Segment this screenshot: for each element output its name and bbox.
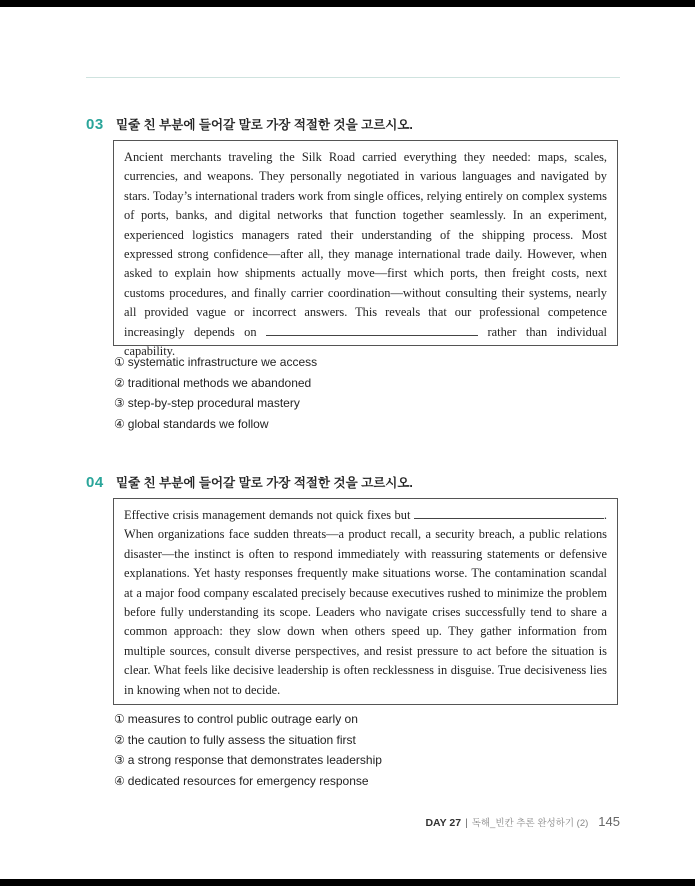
passage-text: rather than individual capability.: [124, 324, 607, 359]
question-03-header: [86, 115, 413, 133]
question-instruction: 밑줄 친 부분에 들어갈 말로 가장 적절한 것을 고르시오.: [116, 476, 413, 490]
question-03-passage: [113, 140, 618, 359]
question-number: 03: [86, 116, 104, 133]
question-number: 04: [86, 474, 104, 491]
footer-separator: |: [465, 818, 468, 829]
answer-choice[interactable]: ③ step-by-step procedural mastery: [114, 396, 300, 410]
answer-choice[interactable]: ① systematic infrastructure we access: [114, 355, 318, 369]
answer-blank: [266, 323, 478, 336]
section-title: 독해_빈칸 추론 완성하기 (2): [471, 818, 589, 829]
day-label: DAY 27: [425, 817, 462, 829]
answer-choice[interactable]: ④ global standards we follow: [114, 416, 269, 431]
question-04-choices: [114, 709, 382, 791]
answer-choice[interactable]: ② the caution to fully assess the situation first: [114, 732, 356, 747]
page-footer: [425, 814, 620, 829]
page: [0, 7, 695, 879]
passage-text: Effective crisis management demands not quick fixes but: [124, 508, 414, 522]
passage-text: . When organizations face sudden threats—a product recall, a security breach, a public relations disaster—the instinct is often to respond immediately with reassuring statements or defensive explanations. Yet hasty responses frequently make situations worse. The contamination scandal at a major food company escalated precisely because executives rushed to minimize the problem before fully understanding its scope. Leaders who navigate crises successfully tend to share a common approach: they slow down when others speed up. They gather information from multiple sources, consult diverse perspectives, and resist pressure to act before the situation is clear. What feels like decisive leadership is often recklessness in disguise. True decisiveness lies in knowing when not to decide.: [124, 508, 607, 697]
answer-choice[interactable]: ① measures to control public outrage early on: [114, 712, 358, 726]
question-04-header: [86, 473, 413, 491]
answer-choice[interactable]: ④ dedicated resources for emergency response: [114, 773, 369, 788]
page-number: 145: [598, 814, 620, 829]
answer-blank: [414, 506, 604, 519]
answer-choice[interactable]: ② traditional methods we abandoned: [114, 375, 312, 390]
passage-text: Ancient merchants traveling the Silk Road carried everything they needed: maps, scales, currencies, and weapons. They personally negotiated in various languages and navigated by stars. Today’s international traders work from single offices, relying entirely on complex systems of ports, banks, and digital networks that function together seamlessly. In an experiment, experienced logistics managers rated their understanding of the shipping process. Most expressed strong confidence—after all, they manage international trade daily. However, when asked to explain how shipments actually move—first which ports, then freight costs, next customs procedures, and finally carrier coordination—without consulting their systems, nearly all provided vague or incorrect answers. This reveals that our professional competence increasingly depends on: [124, 150, 607, 339]
question-03-choices: [114, 352, 317, 434]
question-04-passage: [113, 498, 618, 705]
question-instruction: 밑줄 친 부분에 들어갈 말로 가장 적절한 것을 고르시오.: [116, 118, 413, 132]
answer-choice[interactable]: ③ a strong response that demonstrates leadership: [114, 753, 382, 767]
top-divider: [86, 77, 620, 78]
